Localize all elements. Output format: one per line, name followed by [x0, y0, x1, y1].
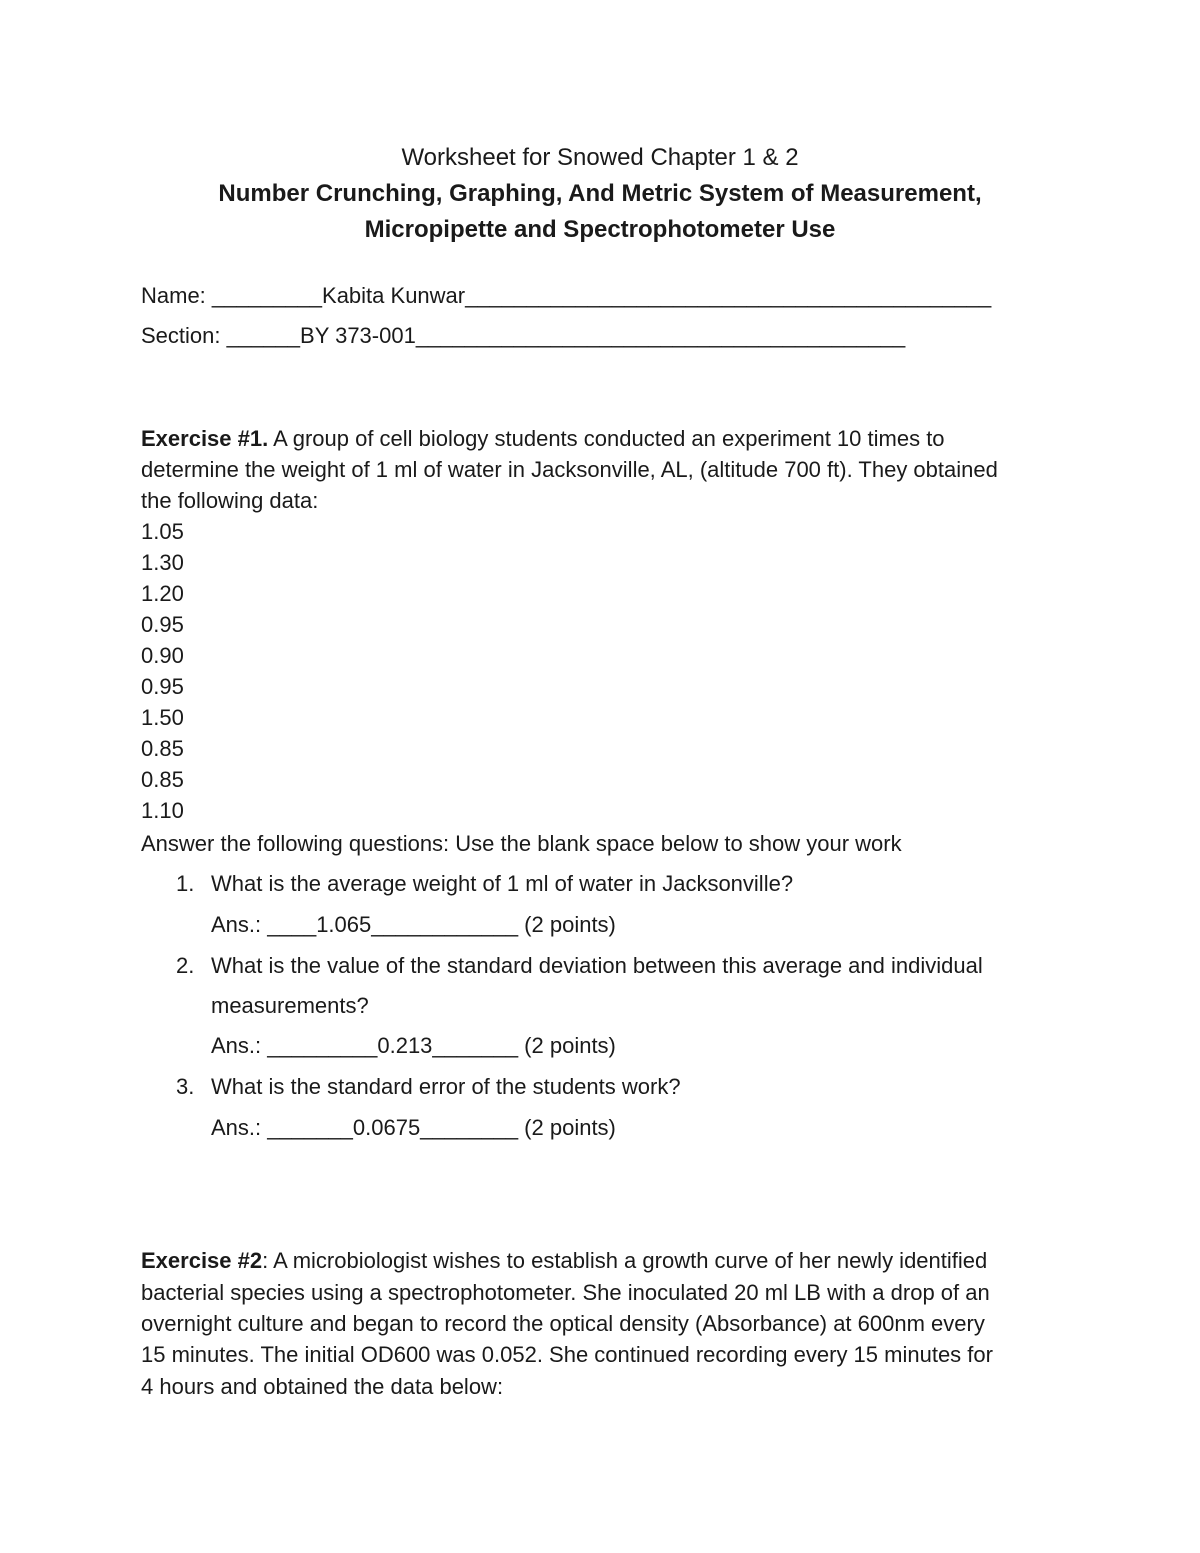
data-value: 1.30	[141, 550, 184, 575]
data-value: 1.10	[141, 798, 184, 823]
question-2-answer: Ans.: _________0.213_______ (2 points)	[211, 1033, 616, 1058]
data-value: 0.85	[141, 767, 184, 792]
exercise-2-line-3: overnight culture and began to record the optical density (Absorbance) at 600nm every	[141, 1311, 985, 1336]
section-field: Section: ______BY 373-001________________________________________	[141, 323, 906, 348]
question-1-answer: Ans.: ____1.065____________ (2 points)	[211, 912, 616, 937]
exercise-2-line-5: 4 hours and obtained the data below:	[141, 1374, 504, 1399]
exercise-1-intro-line-2: determine the weight of 1 ml of water in Jacksonville, AL, (altitude 700 ft). They obtained	[141, 457, 998, 482]
page-subtitle-line-2: Micropipette and Spectrophotometer Use	[364, 216, 836, 243]
data-value: 1.20	[141, 581, 184, 606]
exercise-2-intro-text: : A microbiologist wishes to establish a growth curve of her newly identified	[262, 1248, 988, 1273]
exercise-1-intro-text: A group of cell biology students conducted an experiment 10 times to	[268, 426, 945, 451]
question-1-text: What is the average weight of 1 ml of water in Jacksonville?	[211, 871, 794, 896]
exercise-2-line-4: 15 minutes. The initial OD600 was 0.052. She continued recording every 15 minutes for	[141, 1342, 993, 1367]
question-2-text: What is the value of the standard deviation between this average and individual	[211, 953, 983, 978]
question-1-number: 1.	[176, 871, 195, 896]
question-3-answer: Ans.: _______0.0675________ (2 points)	[211, 1115, 616, 1140]
exercise-2-label: Exercise #2	[141, 1248, 263, 1273]
data-value: 0.95	[141, 674, 184, 699]
question-3-number: 3.	[176, 1074, 195, 1099]
exercise-1-intro-line-1	[141, 426, 945, 452]
data-value: 0.85	[141, 736, 184, 761]
exercise-1-intro-line-3: the following data:	[141, 488, 319, 513]
exercise-2-line-2: bacterial species using a spectrophotometer. She inoculated 20 ml LB with a drop of an	[141, 1280, 990, 1305]
data-value: 0.95	[141, 612, 184, 637]
question-2-number: 2.	[176, 953, 195, 978]
instructions: Answer the following questions: Use the blank space below to show your work	[141, 831, 902, 856]
page-subtitle-line-1: Number Crunching, Graphing, And Metric System of Measurement,	[218, 180, 982, 207]
question-2-text-continued: measurements?	[211, 993, 369, 1018]
data-value: 1.05	[141, 519, 184, 544]
data-value: 1.50	[141, 705, 184, 730]
page-title: Worksheet for Snowed Chapter 1 & 2	[401, 144, 799, 171]
name-field: Name: _________Kabita Kunwar___________________________________________	[141, 283, 992, 308]
exercise-2-line-1	[141, 1248, 987, 1274]
exercise-1-label: Exercise #1.	[141, 426, 269, 451]
data-value: 0.90	[141, 643, 184, 668]
question-3-text: What is the standard error of the students work?	[211, 1074, 681, 1099]
